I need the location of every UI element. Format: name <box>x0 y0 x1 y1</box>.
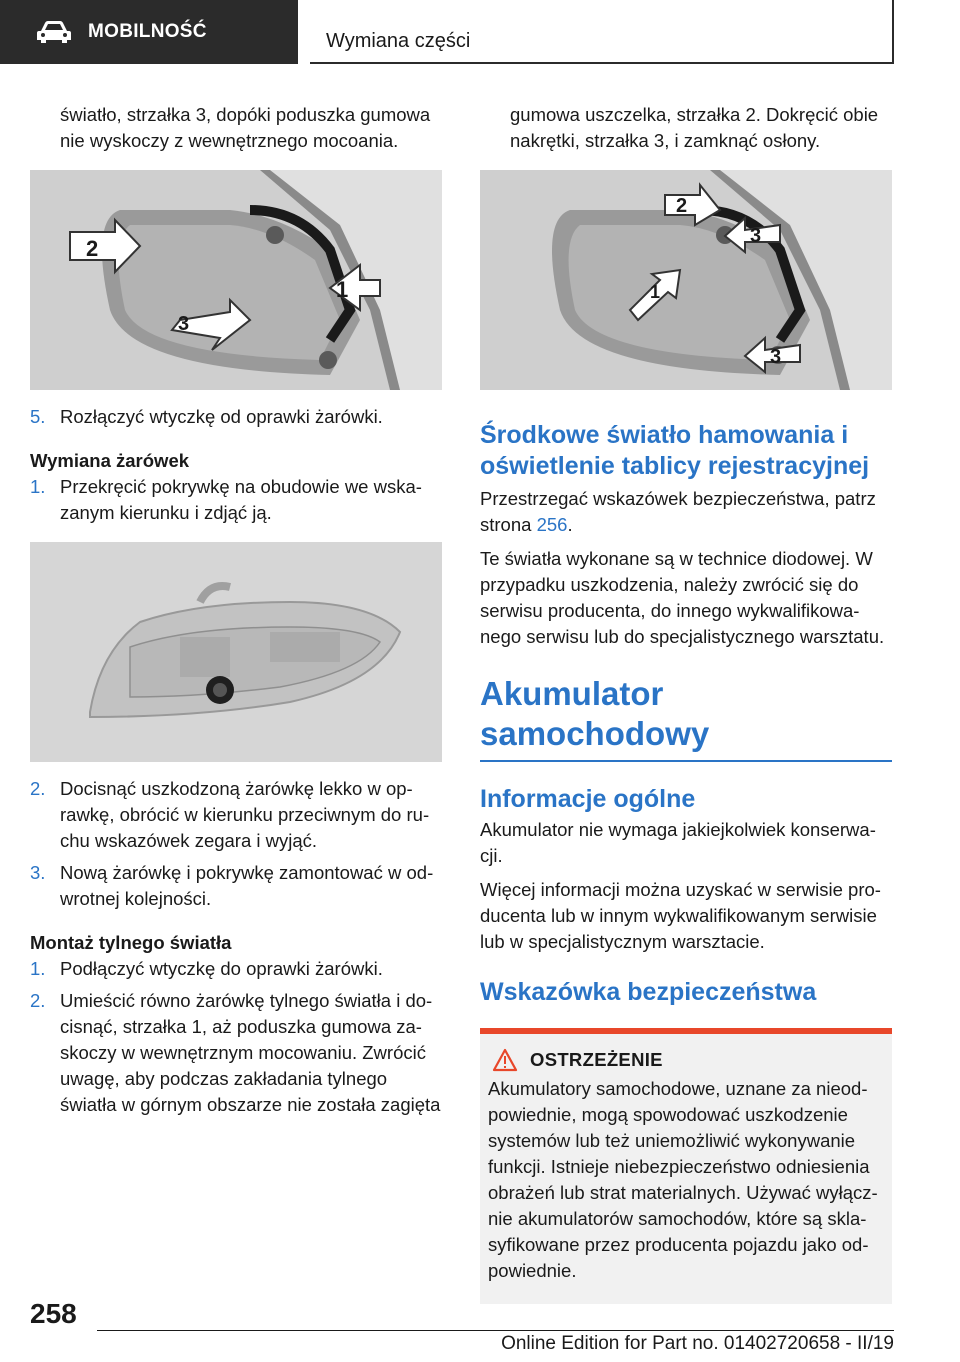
footer-rule <box>97 1330 894 1331</box>
heading-safety-note: Wskazówka bezpieczeństwa <box>480 978 817 1006</box>
step-item: 1. Podłączyć wtyczkę do oprawki żarówki. <box>30 958 383 979</box>
step-item: 2. Umieścić równo żarówkę tylnego światła i docisnąć, strzałka 1, aż poduszka gumowa zaskoczy w wewnętrznym mocowaniu. Zwrócić uwagę, aby podczas zakładania tylnego światła w górnym obszarze nie została zagięta <box>30 990 441 1115</box>
subheading-taillight-mount: Montaż tylnego światła <box>30 932 232 953</box>
chapter-title: Wymiana części <box>326 30 471 52</box>
warning-header <box>488 1048 884 1072</box>
general-info-2: Więcej informacji można uzyskać w serwisie producenta lub w innym wykwalifikowanym serwisie lub w specjalistycznym warsztacie. <box>480 879 881 952</box>
edition-info: Online Edition for Part no. 01402720658 - II/19 <box>501 1333 894 1354</box>
arrow-label-2: 2 <box>86 236 99 261</box>
step-item: 3. Nową żarówkę i pokrywkę zamontować w odwrotnej kolejności. <box>30 862 434 909</box>
heading-general-info: Informacje ogólne <box>480 785 696 813</box>
intro-text: światło, strzałka 3, dopóki poduszka gumowa nie wyskoczy z wewnętrznego mocoania. <box>60 104 431 151</box>
arrow-label-3-bottom: 3 <box>770 346 782 368</box>
chapter-header <box>310 0 894 64</box>
heading-battery: Akumulator samochodowy <box>480 674 892 762</box>
warning-box <box>480 1028 892 1304</box>
arrow-label-2: 2 <box>676 195 688 217</box>
step-item: 5. Rozłączyć wtyczkę od oprawki żarówki. <box>30 406 383 427</box>
right-column <box>480 102 892 1304</box>
section-tab <box>0 0 298 64</box>
warning-text: Akumulatory samochodowe, uznane za nieodpowiednie, mogą spowodować uszkodzenie systemów lub też uniemożliwić wykonywanie funkcji. Istnieje niebezpieczeństwo odniesienia obrażeń lub strat materialnych. Używać wyłącznie akumulatorów samochodów, które są sklasyfikowane przez producenta pojazdu jako odpowiednie. <box>488 1078 878 1281</box>
arrow-label-3: 3 <box>178 313 190 335</box>
intro-text-right: gumowa uszczelka, strzałka 2. Dokręcić obie nakrętki, strzałka 3, i zamknąć osłony. <box>510 104 879 151</box>
general-info-1: Akumulator nie wymaga jakiejkolwiek konserwacji. <box>480 819 876 866</box>
lamp-housing-figure <box>30 542 442 762</box>
warning-title: OSTRZEŻENIE <box>530 1049 663 1070</box>
taillight-figure-1 <box>30 170 442 390</box>
car-icon <box>36 20 72 44</box>
led-info: Te światła wykonane są w technice diodowej. W przypadku uszkodzenia, należy zwrócić się do serwisu producenta, do innego wykwalifikowanego serwisu lub do specjalistycznego warsztatu. <box>480 548 885 647</box>
arrow-label-3-top: 3 <box>750 225 762 247</box>
step-item: 2. Docisnąć uszkodzoną żarówkę lekko w oprawkę, obrócić w kierunku przeciwnym do ruchu wskazówek zegara i wyjąć. <box>30 778 430 851</box>
arrow-label-1: 1 <box>650 282 661 302</box>
section-title: MOBILNOŚĆ <box>88 21 207 42</box>
warning-triangle-icon <box>492 1048 518 1072</box>
subheading-bulb-replacement: Wymiana żarówek <box>30 450 190 471</box>
taillight-figure-2 <box>480 170 892 390</box>
arrow-label-1: 1 <box>336 277 349 302</box>
heading-center-brake-light: Środkowe światło hamowania i oświetlenie tablicy rejestracyjnej <box>480 421 870 480</box>
safety-reference: Przestrzegać wskazówek bezpieczeństwa, patrz strona 256. <box>480 488 876 535</box>
left-column <box>30 102 442 1118</box>
page-link[interactable]: 256 <box>536 514 568 535</box>
page-number: 258 <box>30 1298 77 1329</box>
step-item: 1. Przekręcić pokrywkę na obudowie we wskazanym kierunku i zdjąć ją. <box>30 476 422 523</box>
